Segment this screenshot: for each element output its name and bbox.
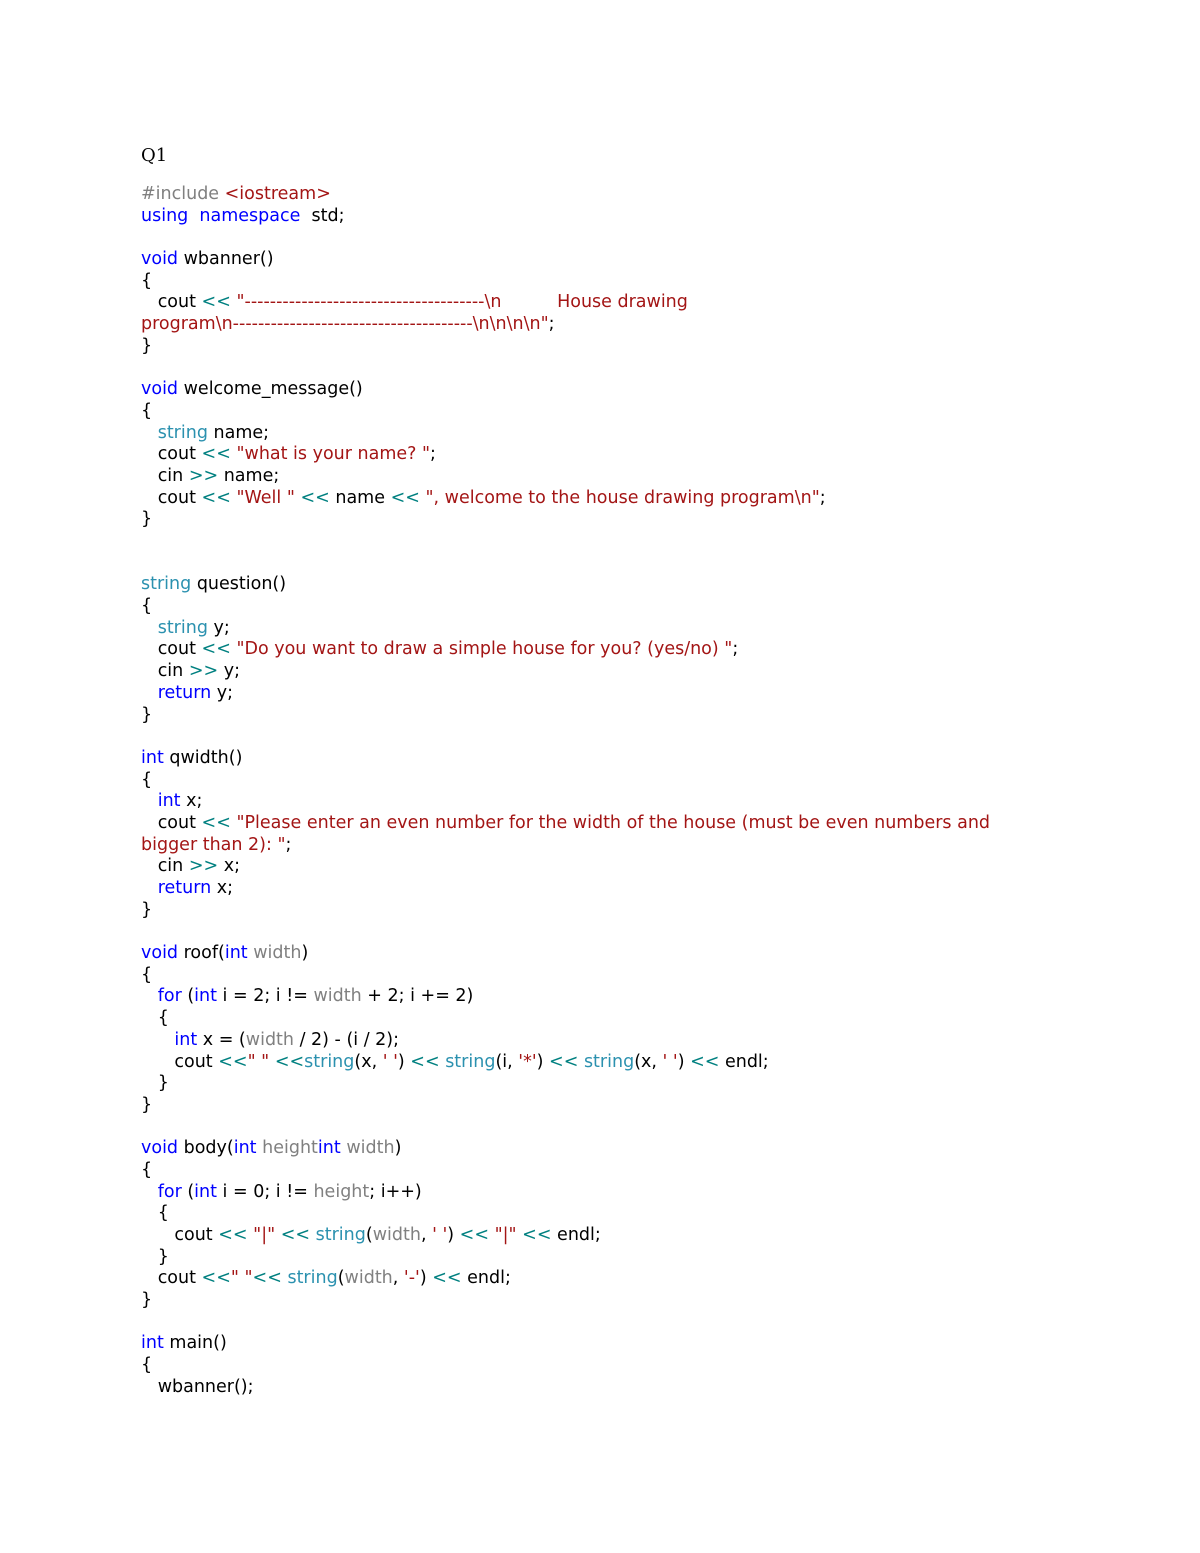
code-token: welcome_message()	[178, 379, 363, 400]
code-token	[141, 1030, 174, 1050]
code-line	[141, 1377, 1061, 1399]
code-token: }	[141, 1246, 169, 1267]
code-token: >>	[188, 856, 219, 877]
code-line	[141, 986, 1061, 1008]
code-line	[141, 488, 1061, 510]
code-token: cout	[141, 1051, 219, 1072]
code-token: ,	[392, 1268, 404, 1289]
code-token: cout	[141, 812, 202, 833]
code-token: height	[313, 1181, 370, 1202]
code-line	[141, 444, 1061, 466]
code-token: cin	[141, 856, 189, 877]
code-line	[141, 1312, 1061, 1334]
code-token: x;	[211, 878, 234, 898]
code-token: width	[372, 1225, 421, 1245]
code-token: main()	[163, 1333, 227, 1354]
code-line	[141, 314, 1061, 336]
code-token: {	[141, 400, 153, 421]
code-token: width	[245, 1029, 295, 1050]
code-line	[141, 705, 1061, 727]
code-token: <<	[410, 1051, 440, 1072]
code-token: body(	[178, 1138, 234, 1159]
code-line	[141, 227, 1061, 249]
code-token: "|"	[253, 1225, 276, 1245]
code-line	[141, 553, 1061, 575]
code-line	[141, 1117, 1061, 1139]
code-line	[141, 1247, 1061, 1269]
code-token: ' '	[662, 1051, 678, 1072]
code-token: {	[141, 596, 153, 617]
code-token: }	[141, 335, 153, 356]
code-token: " "	[230, 1268, 253, 1289]
code-token: ,	[420, 1225, 433, 1245]
code-token: for	[157, 986, 182, 1007]
code-line	[141, 639, 1061, 661]
code-line	[141, 1182, 1061, 1204]
code-token: ' '	[382, 1051, 398, 1072]
code-token: i = 0; i !=	[216, 1181, 314, 1202]
code-token: width	[313, 986, 362, 1007]
code-token: }	[141, 1290, 153, 1311]
code-token: int	[157, 791, 181, 812]
code-token: )	[394, 1138, 402, 1159]
code-token: )	[536, 1051, 550, 1072]
code-token: "|"	[494, 1225, 517, 1245]
code-token: >>	[188, 465, 219, 486]
code-token: for	[157, 1181, 182, 1202]
code-token: ;	[548, 314, 555, 335]
code-token: width	[346, 1138, 395, 1159]
code-token: int	[141, 1333, 164, 1354]
code-line	[141, 661, 1061, 683]
code-token: <<	[201, 639, 231, 660]
code-line	[141, 1030, 1061, 1052]
code-token: int	[174, 1029, 198, 1050]
code-line	[141, 921, 1061, 943]
code-token: "Please enter an even number for the width of the house (must be even numbers and	[236, 812, 991, 833]
code-token: / 2) - (i / 2);	[294, 1029, 400, 1050]
code-token: int	[141, 747, 164, 768]
code-token: )	[677, 1051, 691, 1072]
code-token: <<	[218, 1051, 248, 1072]
code-token: (x,	[634, 1051, 663, 1072]
code-token: return	[157, 878, 212, 898]
code-token: <<	[459, 1225, 489, 1245]
code-token: <<	[522, 1225, 552, 1245]
code-line	[141, 292, 1061, 314]
code-token: cin	[141, 661, 189, 682]
code-token: x = (	[197, 1029, 246, 1050]
code-line	[141, 683, 1061, 705]
code-line	[141, 1268, 1061, 1290]
code-token: "Well "	[236, 487, 295, 508]
code-token: {	[141, 964, 153, 985]
code-token	[141, 878, 158, 898]
code-line	[141, 1290, 1061, 1312]
code-token: int	[233, 1138, 257, 1159]
code-token: bigger than 2): "	[141, 834, 286, 855]
code-line	[141, 965, 1061, 987]
code-token: >>	[188, 661, 219, 682]
code-token: void	[141, 379, 179, 400]
code-line	[141, 1008, 1061, 1030]
code-line	[141, 1355, 1061, 1377]
code-token: <iostream>	[224, 184, 331, 204]
code-token: cout	[141, 444, 202, 465]
code-line	[141, 813, 1061, 835]
question-heading: Q1	[141, 145, 168, 166]
code-token: {	[141, 1159, 153, 1180]
code-token: ;	[819, 487, 826, 508]
code-token: width	[253, 943, 302, 964]
code-token: cout	[141, 1225, 219, 1245]
code-token: string	[141, 574, 192, 595]
code-token: wbanner();	[141, 1376, 254, 1397]
code-token: <<	[549, 1051, 579, 1072]
code-token: (i,	[495, 1051, 519, 1072]
code-token: height	[262, 1138, 318, 1159]
code-token: ;	[285, 834, 292, 855]
code-token: }	[141, 899, 153, 920]
code-line	[141, 531, 1061, 553]
code-line	[141, 249, 1061, 271]
code-token: namespace	[199, 205, 301, 226]
code-token: ", welcome to the house drawing program\n"	[425, 487, 820, 508]
code-line	[141, 423, 1061, 445]
code-token: cout	[141, 639, 202, 660]
code-token: x;	[218, 856, 240, 877]
code-token: <<	[252, 1268, 282, 1289]
code-line	[141, 184, 1061, 206]
code-token: )	[397, 1051, 411, 1072]
code-token: }	[141, 509, 153, 530]
code-token: <<	[300, 487, 330, 508]
code-token: name;	[207, 422, 270, 443]
code-token: "Do you want to draw a simple house for you? (yes/no) "	[236, 639, 733, 660]
code-token: <<	[201, 487, 231, 508]
code-token: wbanner()	[178, 249, 274, 270]
code-line	[141, 358, 1061, 380]
code-line	[141, 206, 1061, 228]
code-token: string	[583, 1051, 635, 1072]
code-token: int	[194, 986, 217, 1007]
code-token: string	[157, 422, 208, 443]
code-token: void	[141, 249, 179, 270]
code-token: "--------------------------------------\n House drawing	[236, 292, 688, 313]
code-token: <<	[201, 292, 231, 313]
code-token: string	[304, 1051, 355, 1072]
code-line	[141, 574, 1061, 596]
code-line	[141, 466, 1061, 488]
code-token: + 2; i += 2)	[361, 986, 474, 1007]
code-token: void	[141, 943, 179, 964]
code-token: qwidth()	[163, 747, 243, 768]
code-token: using	[141, 205, 189, 226]
code-line	[141, 1333, 1061, 1355]
code-token: }	[141, 704, 153, 725]
code-token: (	[365, 1225, 373, 1245]
code-token: void	[141, 1138, 179, 1159]
code-token: "what is your name? "	[236, 444, 431, 465]
code-token: endl;	[461, 1268, 511, 1289]
code-token: " "	[247, 1051, 270, 1072]
code-token: (x,	[354, 1051, 383, 1072]
code-line	[141, 748, 1061, 770]
code-token: i = 2; i !=	[216, 986, 314, 1007]
code-token: <<	[432, 1268, 462, 1289]
code-token: cout	[141, 487, 202, 508]
code-token	[141, 791, 158, 811]
code-line	[141, 1203, 1061, 1225]
code-token: <<	[280, 1225, 311, 1245]
code-token: {	[141, 270, 153, 291]
code-token: int	[224, 943, 248, 964]
code-token: x;	[180, 791, 203, 812]
code-line	[141, 900, 1061, 922]
code-token: name;	[218, 465, 280, 486]
code-token: <<	[201, 812, 231, 833]
code-line	[141, 1138, 1061, 1160]
code-line	[141, 509, 1061, 531]
code-token: {	[141, 769, 153, 790]
code-token: (	[181, 1181, 195, 1202]
code-line	[141, 835, 1061, 857]
code-token: std;	[300, 205, 345, 226]
code-token: <<	[218, 1225, 248, 1245]
code-listing	[141, 184, 1061, 1399]
code-token	[141, 423, 158, 443]
code-line	[141, 878, 1061, 900]
code-token: width	[344, 1268, 393, 1289]
code-line	[141, 791, 1061, 813]
code-token: {	[141, 1203, 169, 1224]
code-token: y;	[211, 682, 234, 703]
code-line	[141, 401, 1061, 423]
code-token: '-'	[403, 1268, 420, 1289]
code-token	[141, 618, 158, 638]
code-line	[141, 1095, 1061, 1117]
code-token: string	[445, 1051, 496, 1072]
code-line	[141, 943, 1061, 965]
code-token: )	[447, 1225, 460, 1245]
code-token	[141, 1182, 158, 1202]
code-token: int	[194, 1181, 217, 1202]
code-token: question()	[191, 574, 287, 595]
code-line	[141, 1073, 1061, 1095]
code-token: string	[157, 617, 208, 638]
code-line	[141, 618, 1061, 640]
code-token: endl;	[719, 1051, 769, 1072]
code-token	[188, 206, 199, 226]
code-token: cout	[141, 292, 202, 313]
code-token: }	[141, 1094, 153, 1115]
code-token: <<	[201, 444, 231, 465]
code-token: cin	[141, 465, 189, 486]
code-token: program\n--------------------------------------\n\n\n\n"	[141, 314, 549, 335]
code-token: <<	[274, 1051, 305, 1072]
code-token: roof(	[178, 943, 225, 964]
code-token: (	[181, 986, 195, 1007]
code-token	[141, 986, 158, 1006]
code-token: int	[317, 1138, 341, 1159]
code-token: <<	[201, 1268, 231, 1289]
code-token: y;	[207, 617, 230, 638]
code-token: '*'	[518, 1051, 537, 1072]
code-line	[141, 336, 1061, 358]
code-token: }	[141, 1073, 169, 1094]
code-token: name	[329, 487, 391, 508]
code-token: {	[141, 1008, 169, 1029]
code-token: cout	[141, 1268, 202, 1289]
code-line	[141, 770, 1061, 792]
code-line	[141, 1225, 1061, 1247]
code-token: (	[337, 1268, 345, 1289]
code-token: #include	[141, 184, 225, 204]
code-token: <<	[690, 1051, 720, 1072]
code-line	[141, 856, 1061, 878]
code-token: string	[315, 1225, 366, 1245]
code-token: ;	[732, 639, 739, 660]
code-token: y;	[218, 661, 240, 682]
code-token: )	[301, 943, 309, 964]
code-token: endl;	[551, 1225, 601, 1245]
code-line	[141, 726, 1061, 748]
code-line	[141, 1160, 1061, 1182]
code-token: string	[287, 1268, 338, 1289]
code-token	[141, 683, 158, 703]
code-line	[141, 596, 1061, 618]
code-token: return	[157, 682, 212, 703]
code-token: {	[141, 1355, 153, 1376]
code-line	[141, 1052, 1061, 1074]
code-token: )	[419, 1268, 433, 1289]
code-token: ;	[430, 444, 436, 465]
code-token: ; i++)	[369, 1181, 422, 1202]
code-token: <<	[390, 487, 420, 508]
code-token: ' '	[432, 1225, 448, 1245]
code-line	[141, 271, 1061, 293]
code-line	[141, 379, 1061, 401]
